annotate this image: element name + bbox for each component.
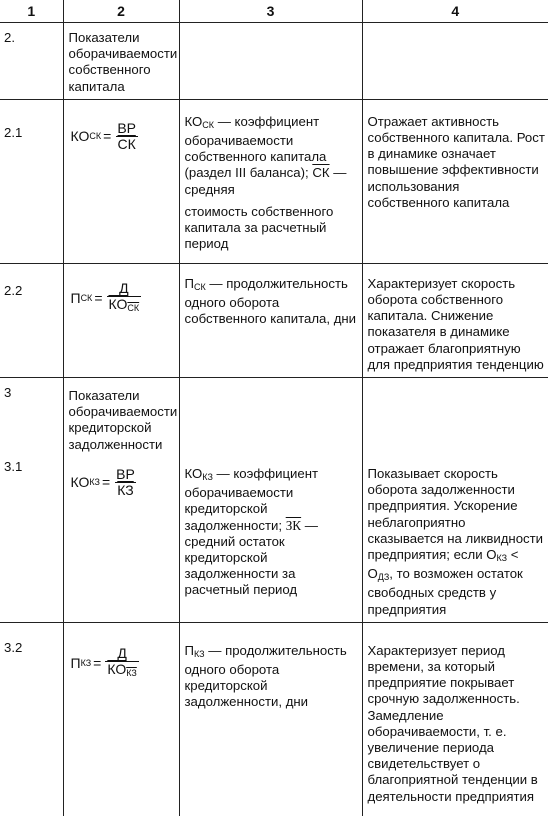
- description-cell: $П_{СК}$ — продолжительность одного оборота собственного капитала, дни: [179, 263, 362, 377]
- header-cell: 2: [63, 0, 179, 23]
- meaning-cell: Характеризует период времени, за который предприятие покрывает срочную задолженность. Замедление оборачиваемости, т. е. увеличение периода свидетельствует о благоприятной тенденции в деятельности предприятия: [362, 622, 548, 816]
- meaning-cell: Характеризует скорость оборота собственного капитала. Снижение показателя в динамике отражает благоприятную для предприятия тенденцию: [362, 263, 548, 377]
- header-cell: 1: [0, 0, 63, 23]
- formula-cell: [63, 263, 179, 377]
- row-number: 2.2: [0, 263, 63, 377]
- table-row: [0, 23, 548, 100]
- formula: КО СК = $\frac{ВР}{СК}$: [70, 119, 137, 152]
- table-row: [0, 263, 548, 377]
- table-row: [0, 99, 548, 263]
- formula: КО КЗ = $\frac{ВР}{КЗ}$: [70, 465, 135, 498]
- header-cell: 3: [179, 0, 362, 23]
- meaning-cell: Отражает активность собственного капитала. Рост в динамике означает повышение эффективности использования собственного капитала: [362, 99, 548, 263]
- row-number: 3.2: [4, 639, 23, 655]
- row-number: 2.1: [0, 99, 63, 263]
- description-cell: $КО_{КЗ}$ — коэффициент оборачиваемости кредиторской задолженности; ЗК — средний остаток кредиторской задолженности за расчетный период: [179, 378, 362, 623]
- row-number: 3 3.1: [0, 378, 63, 623]
- formula: П КЗ = $\frac{Д}{КО_{КЗ}}$: [71, 646, 139, 681]
- formula-cell: [63, 622, 179, 816]
- description-cell: $П_{КЗ}$ — продолжительность одного оборота кредиторской задолженности, дни: [179, 622, 362, 816]
- indicator-group-title: Показатели оборачиваемости кредиторской задолженности: [68, 388, 178, 452]
- meaning-cell: Показывает скорость оборота задолженности предприятия. Ускорение неблагоприятно сказывается на ликвидности предприятия; если $О_{КЗ} < О_{ДЗ}$, то возможен остаток свободных средств у предприятия: [362, 378, 548, 623]
- indicator-group-title: Показатели оборачиваемости собственного капитала: [63, 23, 179, 100]
- formula: П СК = $\frac{Д}{КО_{СК}}$: [71, 281, 142, 316]
- description-cell: $КО_{СК}$ — коэффициент оборачиваемости собственного капитала (раздел III баланса); СК — средняя стоимость собственного капитала за расчетный период: [179, 99, 362, 263]
- formula-cell: [63, 99, 179, 263]
- table-row: [0, 622, 548, 816]
- formula-cell: [63, 378, 179, 623]
- header-cell: 4: [362, 0, 548, 23]
- row-number: 2.: [0, 23, 63, 100]
- header-row: [0, 0, 548, 23]
- table-row: [0, 378, 548, 623]
